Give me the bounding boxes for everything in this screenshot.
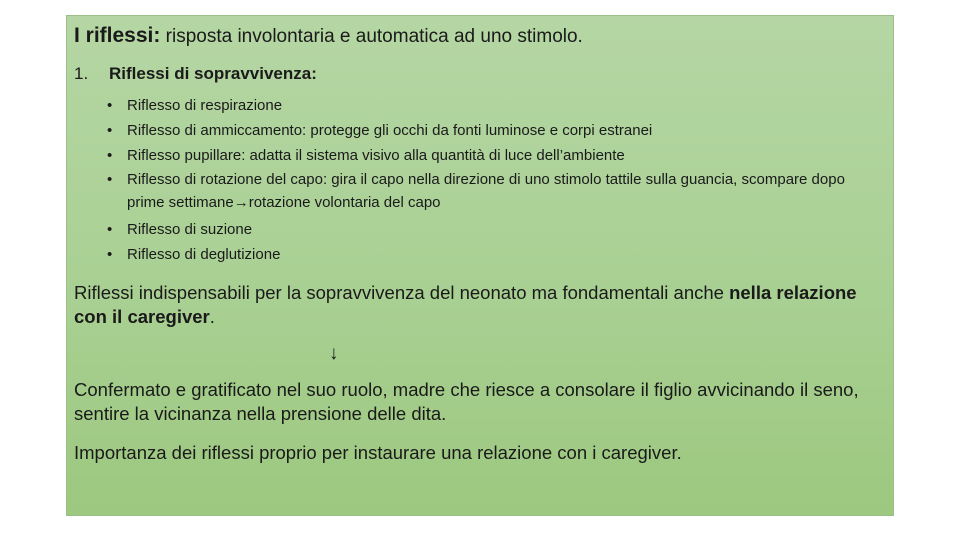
section-number: 1. (74, 64, 89, 83)
bullet-dot: • (107, 147, 113, 164)
content-panel (66, 15, 894, 516)
list-item-text: Riflesso di respirazione (127, 97, 283, 114)
list-item (87, 118, 877, 143)
bullet-dot: • (107, 246, 113, 263)
bullet-dot: • (107, 221, 113, 238)
paragraph1-end: . (209, 306, 215, 327)
paragraph1-bold: nella relazione con il caregiver (74, 282, 857, 327)
section-label: Riflessi di sopravvivenza: (109, 64, 317, 83)
title-bold: I riflessi: (74, 24, 161, 47)
paragraph-importance (74, 281, 884, 329)
list-item (87, 242, 877, 267)
slide-title (74, 24, 583, 48)
bullet-dot: • (107, 171, 113, 188)
bullet-dot: • (107, 97, 113, 114)
list-item-text: Riflesso di deglutizione (127, 246, 281, 263)
title-rest: risposta involontaria e automatica ad uno stimolo. (160, 26, 583, 47)
paragraph1-text: Riflessi indispensabili per la sopravvivenza del neonato ma fondamentali anche (74, 282, 730, 303)
down-arrow-icon: ↓ (329, 343, 339, 364)
bullet-dot: • (107, 122, 113, 139)
list-item (87, 217, 877, 242)
paragraph-mother: Confermato e gratificato nel suo ruolo, madre che riesce a consolare il figlio avvicinando il seno, sentire la vicinanza nella prensione delle dita. (74, 379, 859, 424)
list-item-text: Riflesso di rotazione del capo: gira il capo nella direzione di uno stimolo tattile sulla guancia, scompare dopo prime settimane→rotazione volontaria del capo (127, 171, 845, 211)
list-item-text: Riflesso di suzione (127, 221, 253, 238)
list-item (87, 168, 877, 217)
list-item-text: Riflesso pupillare: adatta il sistema visivo alla quantità di luce dell’ambiente (127, 147, 625, 164)
paragraph-relationship: Importanza dei riflessi proprio per instaurare una relazione con i caregiver. (74, 442, 682, 463)
list-item (87, 143, 877, 168)
list-item (87, 93, 877, 118)
reflex-list (87, 93, 877, 267)
section-heading (74, 64, 317, 84)
list-item-text: Riflesso di ammiccamento: protegge gli occhi da fonti luminose e corpi estranei (127, 122, 653, 139)
